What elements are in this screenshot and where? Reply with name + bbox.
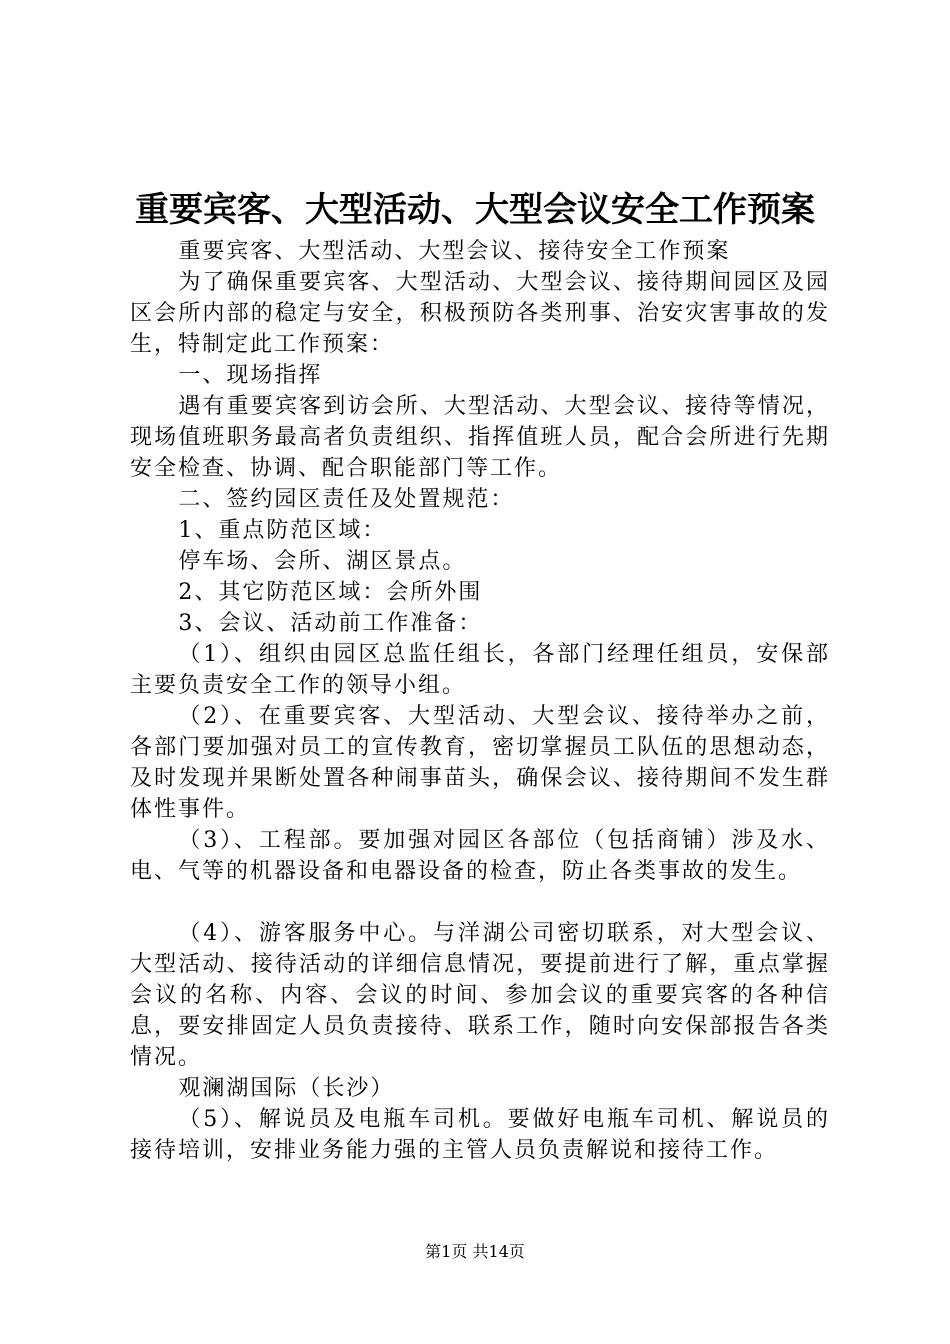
organization-name: 观澜湖国际（长沙） — [178, 1076, 395, 1101]
section-heading-1: 一、现场指挥 — [178, 363, 323, 388]
document-body — [130, 236, 830, 1166]
item-other-areas: 2、其它防范区域：会所外围 — [178, 580, 483, 605]
item-key-areas-list: 停车场、会所、湖区景点。 — [178, 549, 467, 574]
sub-item-5: （5）、解说员及电瓶车司机。要做好电瓶车司机、解说员的接待培训，安排业务能力强的主管人员负责解说和接待工作。 — [130, 1107, 830, 1163]
sub-item-2: （2）、在重要宾客、大型活动、大型会议、接待举办之前，各部门要加强对员工的宣传教育，密切掌握员工队伍的思想动态，及时发现并果断处置各种闹事苗头，确保会议、接待期间不发生群体性事件。 — [130, 704, 830, 822]
paragraph-subtitle: 重要宾客、大型活动、大型会议、接待安全工作预案 — [178, 239, 731, 264]
paragraph-onsite-command: 遇有重要宾客到访会所、大型活动、大型会议、接待等情况，现场值班职务最高者负责组织、指挥值班人员，配合会所进行先期安全检查、协调、配合职能部门等工作。 — [130, 394, 830, 481]
paragraph-intro: 为了确保重要宾客、大型活动、大型会议、接待期间园区及园区会所内部的稳定与安全，积极预防各类刑事、治安灾害事故的发生，特制定此工作预案： — [130, 270, 830, 357]
document-title: 重要宾客、大型活动、大型会议安全工作预案 — [135, 190, 815, 230]
sub-item-4: （4）、游客服务中心。与洋湖公司密切联系，对大型会议、大型活动、接待活动的详细信息情况，要提前进行了解，重点掌握会议的名称、内容、会议的时间、参加会议的重要宾客的各种信息，要安排固定人员负责接待、联系工作，随时向安保部报告各类情况。 — [130, 921, 830, 1070]
page-number: 第1页 共14页 — [425, 1242, 525, 1261]
item-key-areas: 1、重点防范区域： — [178, 518, 387, 543]
sub-item-1: （1）、组织由园区总监任组长，各部门经理任组员，安保部主要负责安全工作的领导小组。 — [130, 642, 830, 698]
item-preparation: 3、会议、活动前工作准备： — [178, 611, 483, 636]
section-heading-2: 二、签约园区责任及处置规范： — [178, 487, 515, 512]
sub-item-3: （3）、工程部。要加强对园区各部位（包括商铺）涉及水、电、气等的机器设备和电器设备的检查，防止各类事故的发生。 — [130, 828, 830, 884]
